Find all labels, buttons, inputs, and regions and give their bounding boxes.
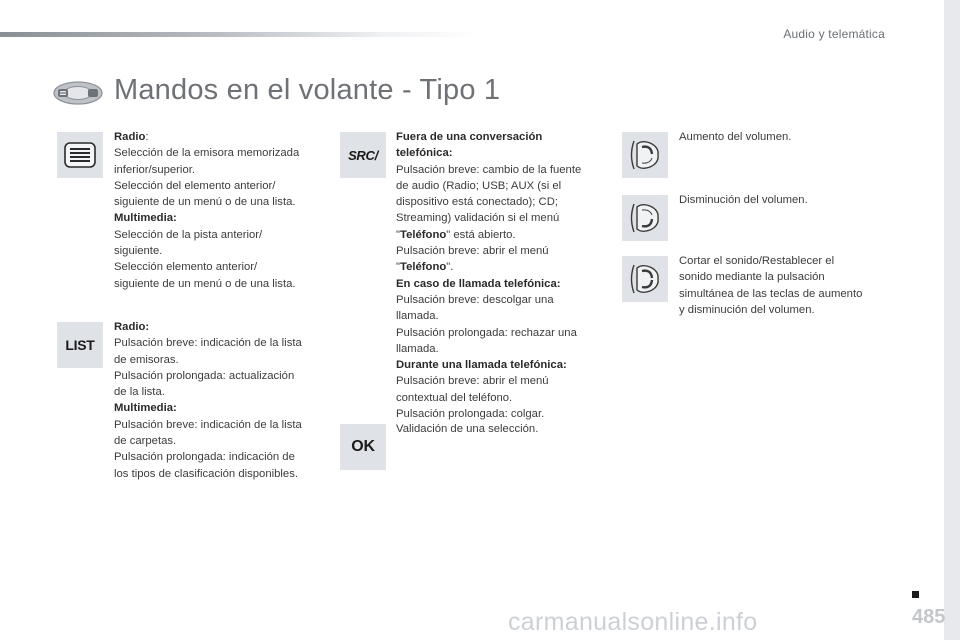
list-buttons-icon [63,138,97,172]
src-line: Pulsación breve: abrir el menú [396,245,549,258]
src-line: Streaming) validación si el menú [396,212,560,225]
src-heading: telefónica: [396,147,453,160]
ok-line: Validación de una selección. [396,423,539,435]
header-rule [0,32,480,37]
list-multimedia-heading: Multimedia: [114,402,177,415]
list-button-label: LIST [65,337,95,353]
mute-line: simultánea de las teclas de aumento [679,287,863,300]
multimedia-line: siguiente de un menú o de una lista. [114,277,296,290]
list-description [114,319,302,482]
mute-line: Cortar el sonido/Restablecer el [679,255,835,267]
page-title: Mandos en el volante - Tipo 1 [114,74,501,106]
telefono-word: Teléfono [400,228,447,241]
quote-mark: " [396,261,401,274]
list-multimedia-line: los tipos de clasificación disponibles. [114,467,298,480]
radio-line: Selección del elemento anterior/ [114,179,276,192]
during-call-line: Pulsación prolongada: colgar. [396,408,545,421]
during-call-line: contextual del teléfono. [396,391,513,404]
radio-buttons-icon-box [57,132,103,178]
list-line: de emisoras. [114,353,179,366]
telefono-word: Teléfono [400,261,447,274]
list-multimedia-line: de carpetas. [114,435,177,448]
src-line: " está abierto. [446,228,516,241]
call-line: llamada. [396,310,439,323]
volume-up-line: Aumento del volumen. [679,131,792,143]
during-call-line: Pulsación breve: abrir el menú [396,375,549,388]
src-button-label: SRC/ [348,147,378,163]
multimedia-heading: Multimedia: [114,212,177,225]
call-heading: En caso de llamada telefónica: [396,277,561,290]
src-line: de audio (Radio; USB; AUX (si el [396,179,562,192]
ok-description [396,421,538,437]
radio-heading-suffix: : [145,131,149,143]
radio-description [114,129,299,292]
volume-up-icon-box [622,132,668,178]
volume-up-wheel-icon [625,135,665,175]
multimedia-line: Selección elemento anterior/ [114,261,258,274]
multimedia-line: Selección de la pista anterior/ [114,228,263,241]
list-radio-heading: Radio: [114,321,150,333]
list-line: Pulsación prolongada: actualización [114,369,295,382]
ok-button-label: OK [351,438,375,455]
volume-down-description [679,192,808,208]
src-line: Pulsación breve: cambio de la fuente [396,163,582,176]
call-line: Pulsación breve: descolgar una [396,293,554,306]
src-description [396,129,581,422]
radio-heading: Radio [114,131,146,143]
list-multimedia-line: Pulsación prolongada: indicación de [114,451,295,464]
call-line: Pulsación prolongada: rechazar una [396,326,577,339]
multimedia-line: siguiente. [114,245,163,258]
mute-line: sonido mediante la pulsación [679,271,825,284]
page-marker [912,591,919,598]
steering-wheel-icon [52,80,104,106]
radio-line: siguiente de un menú o de una lista. [114,196,296,209]
ok-button-icon-box [340,424,386,470]
mute-line: y disminución del volumen. [679,303,815,316]
volume-down-icon-box [622,195,668,241]
src-line: dispositivo está conectado); CD; [396,196,559,209]
src-line: ". [446,261,454,274]
list-line: Pulsación breve: indicación de la lista [114,337,302,350]
radio-line: Selección de la emisora memorizada [114,147,300,160]
list-multimedia-line: Pulsación breve: indicación de la lista [114,418,302,431]
page-edge-strip [944,0,960,640]
section-header: Audio y telemática [783,27,885,41]
mute-icon-box [622,256,668,302]
src-button-icon-box [340,132,386,178]
volume-up-description [679,129,791,145]
src-heading: Fuera de una conversación [396,131,543,143]
volume-down-wheel-icon [625,198,665,238]
mute-description [679,253,862,318]
during-call-heading: Durante una llamada telefónica: [396,359,567,372]
quote-mark: " [396,228,401,241]
volume-down-line: Disminución del volumen. [679,194,808,206]
radio-line: inferior/superior. [114,163,195,176]
mute-wheel-icon [625,259,665,299]
call-line: llamada. [396,342,439,355]
list-line: de la lista. [114,386,165,399]
list-button-icon-box [57,322,103,368]
watermark: carmanualsonline.info [508,608,758,636]
page-number: 485 [912,606,946,628]
